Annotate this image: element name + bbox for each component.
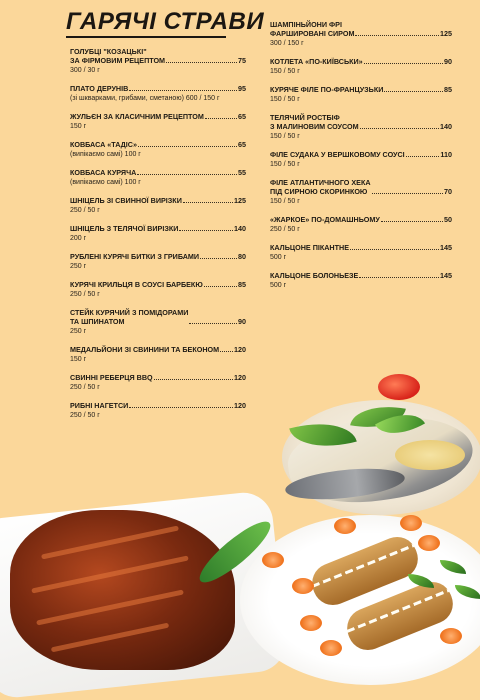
- dish-price: 140: [440, 122, 452, 131]
- dot-leader: [137, 174, 237, 175]
- dish-name: КАЛЬЦОНЕ ПІКАНТНЕ: [270, 243, 350, 252]
- dish-name: КОВБАСА «ТАДІС»: [70, 140, 137, 149]
- menu-item: [270, 271, 452, 290]
- carrot-slice-image: [418, 535, 440, 551]
- dish-price: 65: [238, 140, 246, 149]
- dish-portion: 150 г: [70, 123, 87, 130]
- menu-item-row: [270, 113, 452, 131]
- dot-leader: [189, 323, 237, 324]
- dish-price: 70: [444, 187, 452, 196]
- menu-item: [270, 85, 452, 104]
- dish-price: 120: [234, 401, 246, 410]
- dish-name: ФІЛЕ АТЛАНТИЧНОГО ХЕКА ПІД СИРНОЮ СКОРИНКОЮ: [270, 178, 371, 196]
- dish-price: 50: [444, 215, 452, 224]
- menu-item-row: [270, 271, 452, 280]
- dish-price: 120: [234, 373, 246, 382]
- dish-name: КУРЯЧІ КРИЛЬЦЯ В СОУСІ БАРБЕКЮ: [70, 280, 203, 289]
- carrot-slice-image: [300, 615, 322, 631]
- dish-portion: 300 / 30 г: [70, 67, 100, 74]
- menu-item-row: [70, 196, 246, 205]
- menu-item-row: [70, 224, 246, 233]
- dot-leader: [220, 351, 233, 352]
- menu-item: [70, 224, 246, 243]
- dish-price: 145: [440, 243, 452, 252]
- menu-column-right: [270, 20, 452, 299]
- dish-portion: 250 / 50 г: [70, 384, 100, 391]
- dot-leader: [355, 35, 439, 36]
- dot-leader: [364, 63, 443, 64]
- dish-portion: 150 / 50 г: [270, 198, 300, 205]
- dish-portion: 250 г: [70, 328, 87, 335]
- menu-item: [70, 252, 246, 271]
- menu-item-row: [70, 47, 246, 65]
- dish-portion: (випікаємо самі) 100 г: [70, 151, 141, 158]
- menu-item-row: [70, 140, 246, 149]
- dish-name: ШНІЦЕЛЬ ЗІ СВИННОЇ ВИРІЗКИ: [70, 196, 182, 205]
- dish-name: КОВБАСА КУРЯЧА: [70, 168, 137, 177]
- carrot-slice-image: [400, 515, 422, 531]
- menu-item: [70, 401, 246, 420]
- dish-portion: 500 г: [270, 254, 287, 261]
- dish-price: 85: [444, 85, 452, 94]
- menu-item-row: [70, 252, 246, 261]
- dish-name: ШАМПІНЬЙОНИ ФРІ ФАРШИРОВАНІ СИРОМ: [270, 20, 355, 38]
- dot-leader: [129, 407, 233, 408]
- menu-item-row: [70, 112, 246, 121]
- sauce-image: [395, 440, 465, 470]
- dish-portion: 250 / 50 г: [70, 412, 100, 419]
- menu-item: [270, 215, 452, 234]
- dish-portion: (зі шкварками, грибами, сметаною) 600 / 150 г: [70, 95, 220, 102]
- menu-item: [70, 84, 246, 103]
- menu-item-row: [70, 308, 246, 326]
- dish-name: РИБНІ НАГЕТСИ: [70, 401, 129, 410]
- dot-leader: [350, 249, 439, 250]
- dish-name: МЕДАЛЬЙОНИ ЗІ СВИНИНИ ТА БЕКОНОМ: [70, 345, 220, 354]
- dish-name: СТЕЙК КУРЯЧИЙ З ПОМІДОРАМИ ТА ШПИНАТОМ: [70, 308, 189, 326]
- dish-name: КОТЛЕТА «ПО-КИЇВСЬКИ»: [270, 57, 363, 66]
- menu-item: [270, 113, 452, 141]
- menu-item: [70, 373, 246, 392]
- menu-item: [270, 57, 452, 76]
- dish-portion: 250 / 50 г: [270, 226, 300, 233]
- dot-leader: [183, 202, 233, 203]
- dish-price: 95: [238, 84, 246, 93]
- menu-item: [70, 112, 246, 131]
- menu-item: [70, 47, 246, 75]
- menu-item-row: [70, 401, 246, 410]
- menu-item-row: [270, 20, 452, 38]
- bbq-ribs-image: [10, 510, 235, 670]
- carrot-slice-image: [334, 518, 356, 534]
- dot-leader: [179, 230, 233, 231]
- dish-name: ЖУЛЬЄН ЗА КЛАСИЧНИМ РЕЦЕПТОМ: [70, 112, 204, 121]
- dish-portion: 150 / 50 г: [270, 133, 300, 140]
- dish-portion: (випікаємо самі) 100 г: [70, 179, 141, 186]
- dish-price: 90: [444, 57, 452, 66]
- dot-leader: [166, 62, 237, 63]
- menu-item: [270, 243, 452, 262]
- menu-item-row: [70, 345, 246, 354]
- dot-leader: [381, 221, 443, 222]
- dish-name: КУРЯЧЕ ФІЛЕ ПО-ФРАНЦУЗЬКИ: [270, 85, 384, 94]
- dish-portion: 250 / 50 г: [70, 291, 100, 298]
- dish-price: 145: [440, 271, 452, 280]
- menu-item-row: [70, 373, 246, 382]
- menu-item-row: [270, 243, 452, 252]
- menu-item: [70, 280, 246, 299]
- carrot-slice-image: [320, 640, 342, 656]
- menu-item-row: [270, 85, 452, 94]
- dish-price: 85: [238, 280, 246, 289]
- dish-name: ПЛАТО ДЕРУНІВ: [70, 84, 129, 93]
- dish-portion: 150 / 50 г: [270, 161, 300, 168]
- dish-portion: 500 г: [270, 282, 287, 289]
- dish-portion: 250 г: [70, 263, 87, 270]
- dot-leader: [154, 379, 233, 380]
- menu-item: [70, 308, 246, 336]
- dish-name: СВИННІ РЕБЕРЦЯ BBQ: [70, 373, 153, 382]
- menu-item-row: [270, 215, 452, 224]
- dish-portion: 200 г: [70, 235, 87, 242]
- dish-price: 140: [234, 224, 246, 233]
- menu-item: [70, 140, 246, 159]
- page-title: ГАРЯЧІ СТРАВИ: [66, 8, 265, 35]
- tomato-image: [378, 374, 420, 400]
- menu-item: [70, 196, 246, 215]
- menu-item-row: [70, 168, 246, 177]
- dish-price: 125: [234, 196, 246, 205]
- dot-leader: [372, 193, 443, 194]
- menu-item-row: [270, 150, 452, 159]
- dish-portion: 250 / 50 г: [70, 207, 100, 214]
- carrot-slice-image: [262, 552, 284, 568]
- dish-price: 75: [238, 56, 246, 65]
- menu-item-row: [70, 280, 246, 289]
- dish-name: ФІЛЕ СУДАКА У ВЕРШКОВОМУ СОУСІ: [270, 150, 405, 159]
- menu-item: [270, 178, 452, 206]
- dish-name: РУБЛЕНІ КУРЯЧІ БИТКИ З ГРИБАМИ: [70, 252, 200, 261]
- dish-portion: 150 / 50 г: [270, 96, 300, 103]
- dish-name: ГОЛУБЦІ "КОЗАЦЬКІ" ЗА ФІРМОВИМ РЕЦЕПТОМ: [70, 47, 166, 65]
- menu-item: [70, 168, 246, 187]
- dish-price: 110: [440, 150, 452, 159]
- dish-name: «ЖАРКОЕ» ПО-ДОМАШНЬОМУ: [270, 215, 380, 224]
- menu-item-row: [270, 178, 452, 196]
- title-underline: [66, 36, 226, 38]
- dish-name: ТЕЛЯЧИЙ РОСТБІФ З МАЛИНОВИМ СОУСОМ: [270, 113, 359, 131]
- dot-leader: [204, 286, 237, 287]
- dish-price: 125: [440, 29, 452, 38]
- dish-price: 90: [238, 317, 246, 326]
- dot-leader: [359, 277, 439, 278]
- dot-leader: [406, 156, 440, 157]
- menu-item: [70, 345, 246, 364]
- dish-price: 55: [238, 168, 246, 177]
- menu-item-row: [70, 84, 246, 93]
- carrot-slice-image: [440, 628, 462, 644]
- dot-leader: [205, 118, 237, 119]
- dish-price: 120: [234, 345, 246, 354]
- carrot-slice-image: [292, 578, 314, 594]
- dish-portion: 150 / 50 г: [270, 68, 300, 75]
- dish-price: 80: [238, 252, 246, 261]
- dish-name: ШНІЦЕЛЬ З ТЕЛЯЧОЇ ВИРІЗКИ: [70, 224, 179, 233]
- menu-item: [270, 20, 452, 48]
- dish-portion: 300 / 150 г: [270, 40, 304, 47]
- dot-leader: [129, 90, 237, 91]
- dot-leader: [360, 128, 439, 129]
- dot-leader: [384, 91, 443, 92]
- dot-leader: [138, 146, 237, 147]
- menu-column-left: [70, 47, 246, 429]
- dish-price: 65: [238, 112, 246, 121]
- menu-item: [270, 150, 452, 169]
- dot-leader: [200, 258, 237, 259]
- menu-item-row: [270, 57, 452, 66]
- dish-portion: 150 г: [70, 356, 87, 363]
- dish-name: КАЛЬЦОНЕ БОЛОНЬЕЗЕ: [270, 271, 359, 280]
